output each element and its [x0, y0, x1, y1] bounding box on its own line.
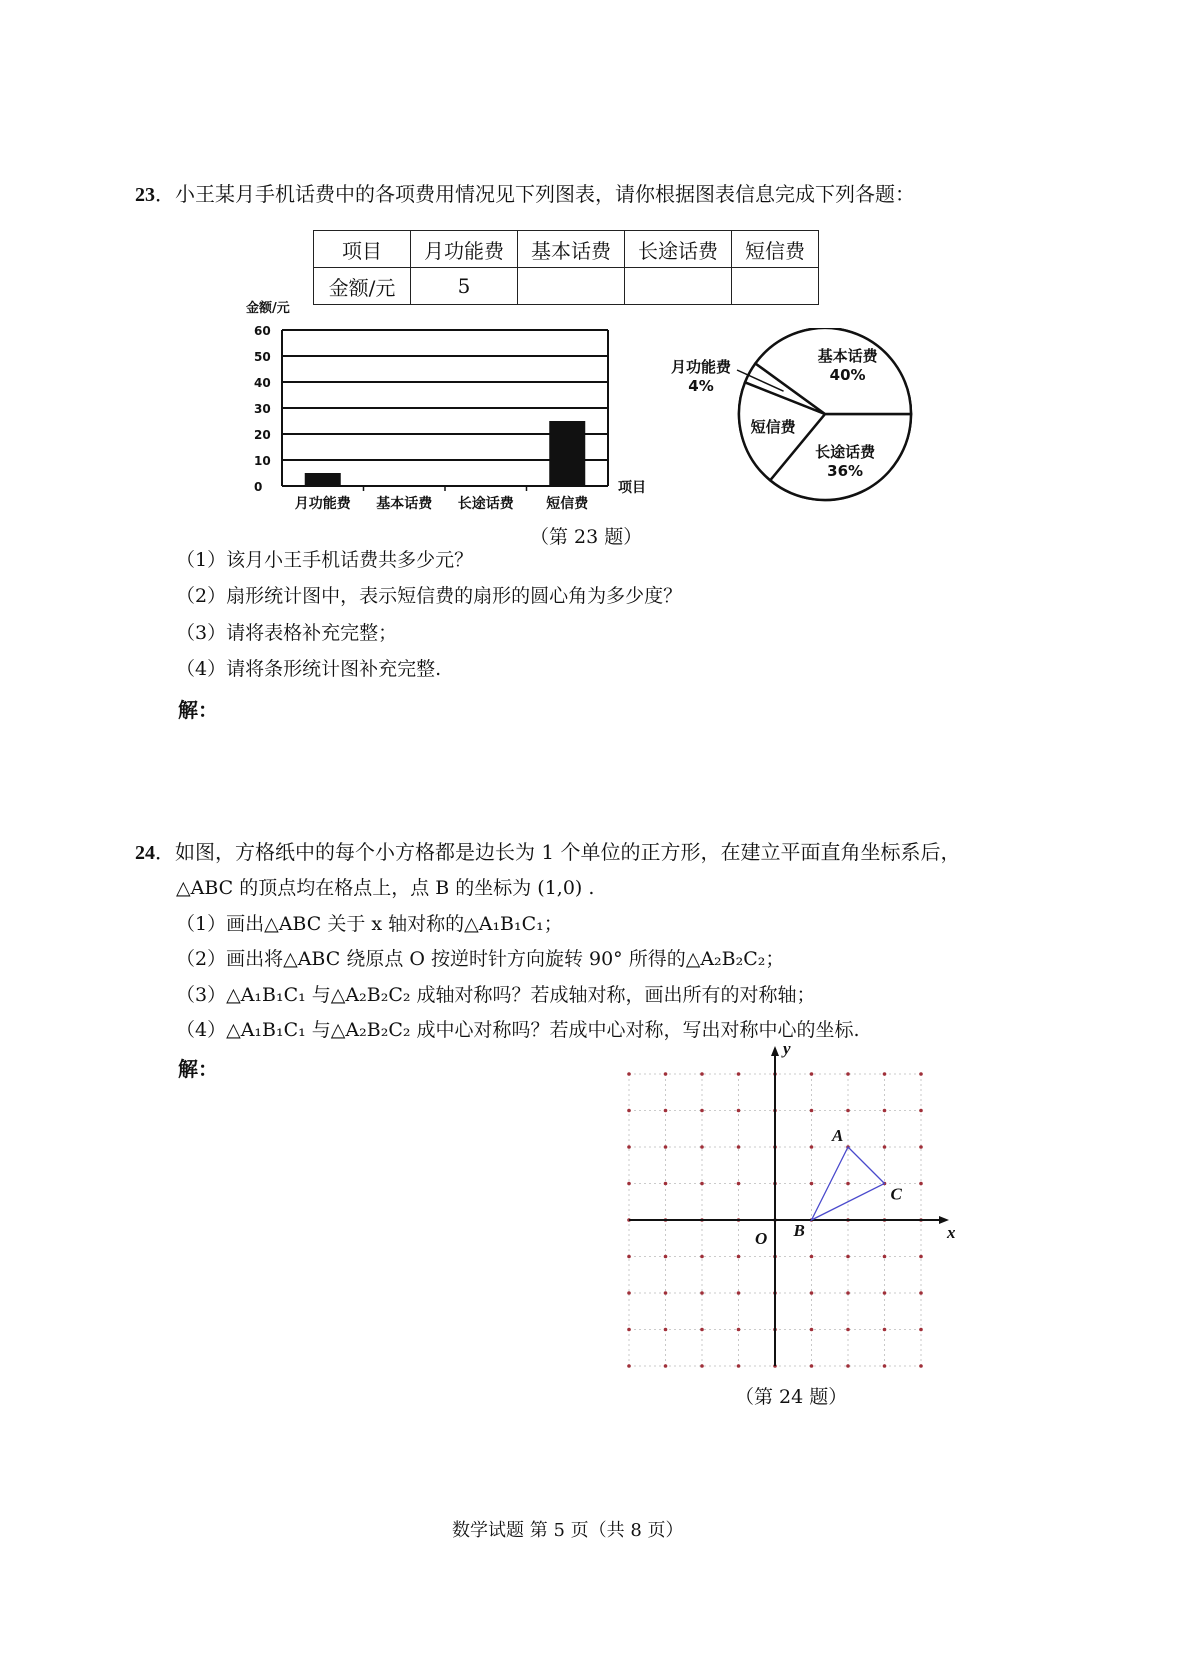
lattice-point [627, 1072, 631, 1076]
bar-x-tick-label: 基本话费 [376, 496, 433, 512]
pie-label: 基本话费 [817, 347, 878, 366]
lattice-point [919, 1255, 923, 1259]
q23-stem-line: 23．小王某月手机话费中的各项费用情况见下列图表，请你根据图表信息完成下列各题： [135, 182, 915, 206]
lattice-point [700, 1072, 704, 1076]
pie-chart [655, 328, 925, 508]
lattice-point [700, 1109, 704, 1113]
origin-label: O [755, 1229, 768, 1248]
lattice-point [737, 1145, 741, 1149]
pie-value-label: 40% [829, 366, 866, 385]
q23-stem: 小王某月手机话费中的各项费用情况见下列图表，请你根据图表信息完成下列各题： [175, 182, 915, 206]
bar-y-tick-label: 20 [254, 428, 271, 442]
lattice-point [810, 1145, 814, 1149]
bar-x-tick-label: 短信费 [546, 496, 589, 512]
fee-table-header: 长途话费 [625, 231, 732, 268]
q24-sub-4: （4）△A₁B₁C₁ 与△A₂B₂C₂ 成中心对称吗？若成中心对称，写出对称中心的坐标. [176, 1019, 860, 1041]
q24-caption: （第 24 题） [735, 1386, 848, 1408]
fee-table-header: 项目 [314, 231, 411, 268]
bar-y-tick-label: 0 [254, 480, 263, 494]
lattice-point [919, 1291, 923, 1295]
lattice-point [737, 1364, 741, 1368]
fee-table-row-label: 金额/元 [314, 268, 411, 305]
q23-sub-3: （3）请将表格补充完整； [176, 622, 398, 644]
bar-y-tick-label: 60 [254, 324, 271, 338]
lattice-point [846, 1291, 850, 1295]
lattice-point [737, 1255, 741, 1259]
lattice-point [737, 1328, 741, 1332]
lattice-point [810, 1072, 814, 1076]
lattice-point [700, 1182, 704, 1186]
pie-label: 月功能费 [670, 358, 732, 376]
lattice-point [810, 1182, 814, 1186]
fee-table-header-row [314, 231, 819, 268]
lattice-point [627, 1109, 631, 1113]
lattice-point [846, 1182, 850, 1186]
lattice-point [919, 1072, 923, 1076]
lattice-point [627, 1145, 631, 1149]
lattice-point [919, 1182, 923, 1186]
bar-y-tick-label: 30 [254, 402, 271, 416]
vertex-label-A: A [832, 1126, 844, 1145]
lattice-point [919, 1109, 923, 1113]
bar-月功能费 [305, 473, 341, 486]
lattice-point [883, 1109, 887, 1113]
lattice-point [700, 1291, 704, 1295]
lattice-point [883, 1291, 887, 1295]
fee-table-header: 基本话费 [518, 231, 625, 268]
fee-table-cell[interactable]: 5 [411, 268, 518, 305]
bar-x-tick-label: 长途话费 [457, 496, 514, 512]
lattice-point [627, 1291, 631, 1295]
lattice-point [883, 1364, 887, 1368]
vertex-label-B: B [793, 1221, 805, 1240]
lattice-point [627, 1182, 631, 1186]
fee-table-header: 短信费 [732, 231, 819, 268]
q24-stem-1: 如图，方格纸中的每个小方格都是边长为 1 个单位的正方形，在建立平面直角坐标系后， [175, 840, 961, 864]
q23-sub-2: （2）扇形统计图中，表示短信费的扇形的圆心角为多少度？ [176, 585, 683, 607]
q23-answer-label: 解： [178, 698, 218, 722]
lattice-point [919, 1328, 923, 1332]
bar-x-axis-label: 项目 [618, 480, 646, 496]
q23-caption: （第 23 题） [530, 526, 643, 548]
y-axis-arrow [771, 1046, 779, 1056]
q24-sub-3: （3）△A₁B₁C₁ 与△A₂B₂C₂ 成轴对称吗？若成轴对称，画出所有的对称轴； [176, 984, 816, 1006]
lattice-point [737, 1072, 741, 1076]
bar-y-tick-label: 10 [254, 454, 271, 468]
lattice-point [664, 1364, 668, 1368]
lattice-point [700, 1255, 704, 1259]
lattice-point [846, 1072, 850, 1076]
lattice-point [810, 1328, 814, 1332]
lattice-point [627, 1364, 631, 1368]
lattice-point [810, 1109, 814, 1113]
lattice-point [846, 1109, 850, 1113]
coordinate-grid [615, 1040, 955, 1380]
lattice-point [664, 1145, 668, 1149]
bar-y-tick-label: 40 [254, 376, 271, 390]
fee-table-header: 月功能费 [411, 231, 518, 268]
lattice-point [664, 1255, 668, 1259]
lattice-point [664, 1072, 668, 1076]
lattice-point [627, 1328, 631, 1332]
lattice-point [664, 1109, 668, 1113]
lattice-point [846, 1255, 850, 1259]
lattice-point [664, 1328, 668, 1332]
bar-短信费 [549, 421, 585, 486]
q24-answer-label: 解： [178, 1057, 218, 1081]
bar-y-tick-label: 50 [254, 350, 271, 364]
lattice-point [883, 1328, 887, 1332]
lattice-point [737, 1291, 741, 1295]
vertex-label-C: C [890, 1184, 902, 1204]
lattice-point [810, 1364, 814, 1368]
q23-sub-4: （4）请将条形统计图补充完整. [176, 658, 442, 680]
pie-value-label: 4% [688, 377, 714, 395]
y-axis-label: y [783, 1040, 791, 1058]
lattice-point [700, 1145, 704, 1149]
q24-sub-1: （1）画出△ABC 关于 x 轴对称的△A₁B₁C₁； [176, 913, 563, 935]
lattice-point [883, 1072, 887, 1076]
x-axis-label: x [947, 1223, 955, 1242]
q24-stem-2: △ABC 的顶点均在格点上，点 B 的坐标为 (1,0) . [176, 877, 595, 899]
lattice-point [810, 1291, 814, 1295]
lattice-point [919, 1364, 923, 1368]
lattice-point [883, 1255, 887, 1259]
page-footer: 数学试题 第 5 页（共 8 页） [452, 1520, 684, 1541]
q23-sub-1: （1）该月小王手机话费共多少元？ [176, 549, 474, 571]
pie-label: 长途话费 [815, 442, 876, 461]
lattice-point [664, 1182, 668, 1186]
pie-label: 短信费 [750, 417, 796, 436]
lattice-point [919, 1145, 923, 1149]
lattice-point [846, 1328, 850, 1332]
bar-y-axis-label: 金额/元 [246, 301, 290, 316]
bar-chart [240, 290, 660, 520]
lattice-point [846, 1364, 850, 1368]
q24-number: 24 [135, 842, 155, 864]
lattice-point [737, 1182, 741, 1186]
q24-sub-2: （2）画出将△ABC 绕原点 O 按逆时针方向旋转 90° 所得的△A₂B₂C₂； [176, 948, 785, 970]
lattice-point [700, 1328, 704, 1332]
lattice-point [664, 1291, 668, 1295]
bar-x-tick-label: 月功能费 [294, 496, 351, 512]
pie-value-label: 36% [827, 461, 864, 480]
q23-number: 23 [135, 184, 155, 206]
lattice-point [627, 1255, 631, 1259]
fee-table-cell[interactable] [732, 268, 819, 305]
lattice-point [737, 1109, 741, 1113]
lattice-point [700, 1364, 704, 1368]
lattice-point [810, 1255, 814, 1259]
q24-stem-line1: 24．如图，方格纸中的每个小方格都是边长为 1 个单位的正方形，在建立平面直角坐标系后， [135, 840, 961, 864]
lattice-point [883, 1145, 887, 1149]
